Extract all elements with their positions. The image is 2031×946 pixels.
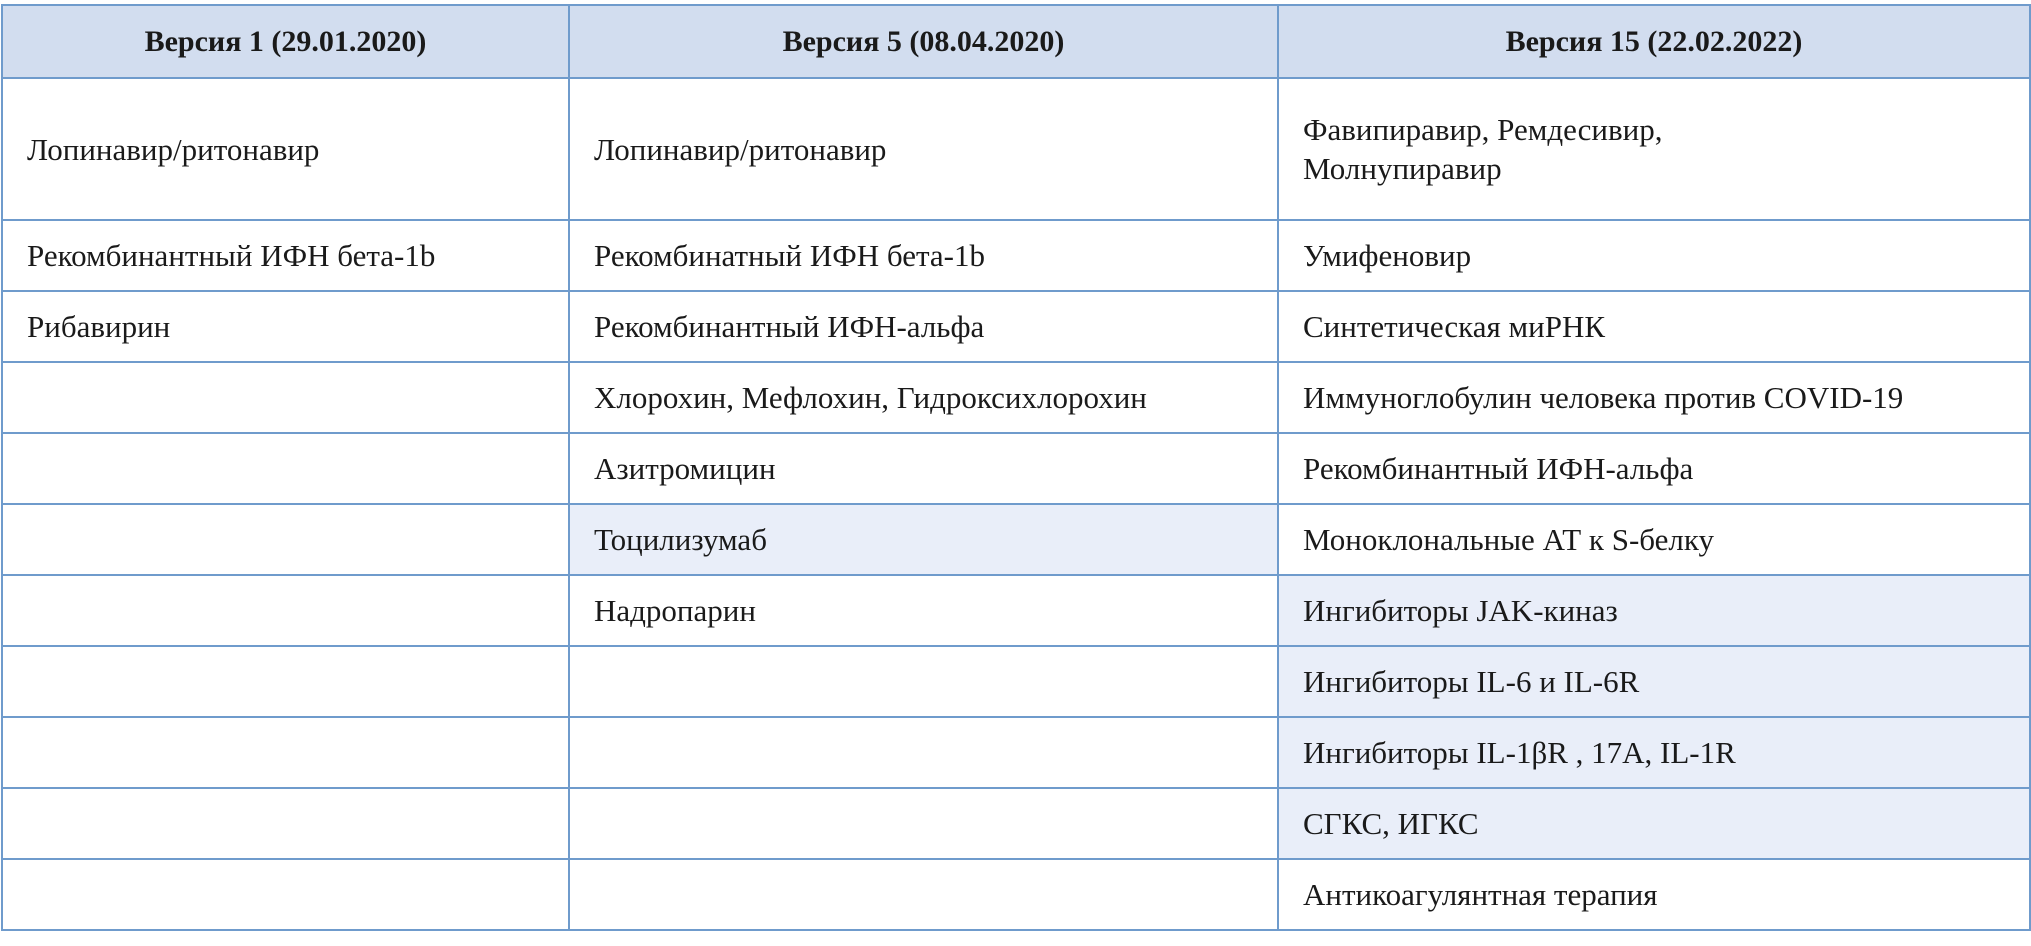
table-row [2, 575, 2030, 646]
table-cell: Надропарин [569, 575, 1278, 646]
table-row [2, 788, 2030, 859]
table-cell: Синтетическая миРНК [1278, 291, 2030, 362]
table-cell [2, 433, 569, 504]
table-cell-highlighted: Ингибиторы JAK-киназ [1278, 575, 2030, 646]
table-cell [569, 646, 1278, 717]
table-row [2, 433, 2030, 504]
table-cell: Хлорохин, Мефлохин, Гидроксихлорохин [569, 362, 1278, 433]
table-cell: Рекомбинантный ИФН-альфа [569, 291, 1278, 362]
table-cell [2, 362, 569, 433]
table-cell-highlighted: Ингибиторы IL-6 и IL-6R [1278, 646, 2030, 717]
header-version-15: Версия 15 (22.02.2022) [1278, 5, 2030, 78]
table-cell: Рекомбинатный ИФН бета-1b [569, 220, 1278, 291]
table-row [2, 717, 2030, 788]
table-cell: Фавипиравир, Ремдесивир, Молнупиравир [1278, 78, 2030, 220]
table-cell [2, 504, 569, 575]
table-cell [2, 717, 569, 788]
table-cell [2, 646, 569, 717]
table-cell: Иммуноглобулин человека против COVID-19 [1278, 362, 2030, 433]
table-cell: Лопинавир/ритонавир [2, 78, 569, 220]
table-cell [569, 788, 1278, 859]
table-cell [2, 788, 569, 859]
table-cell [569, 717, 1278, 788]
header-version-5: Версия 5 (08.04.2020) [569, 5, 1278, 78]
table-cell: Рекомбинантный ИФН-альфа [1278, 433, 2030, 504]
table-cell: Антикоагулянтная терапия [1278, 859, 2030, 930]
versions-table [1, 4, 2031, 931]
table-cell: Лопинавир/ритонавир [569, 78, 1278, 220]
table-cell: Рибавирин [2, 291, 569, 362]
table-cell: Моноклональные АТ к S-белку [1278, 504, 2030, 575]
table-cell-highlighted: Ингибиторы IL-1βR , 17A, IL-1R [1278, 717, 2030, 788]
table-cell [2, 575, 569, 646]
table-cell-highlighted: СГКС, ИГКС [1278, 788, 2030, 859]
table-row [2, 646, 2030, 717]
table-cell-highlighted: Тоцилизумаб [569, 504, 1278, 575]
table-cell: Умифеновир [1278, 220, 2030, 291]
table-cell [569, 859, 1278, 930]
header-row [2, 5, 2030, 78]
table-row [2, 220, 2030, 291]
table-row [2, 362, 2030, 433]
table-cell: Рекомбинантный ИФН бета-1b [2, 220, 569, 291]
table-row [2, 78, 2030, 220]
table-row [2, 291, 2030, 362]
table-cell [2, 859, 569, 930]
table-row [2, 859, 2030, 930]
table-cell: Азитромицин [569, 433, 1278, 504]
table-row [2, 504, 2030, 575]
header-version-1: Версия 1 (29.01.2020) [2, 5, 569, 78]
